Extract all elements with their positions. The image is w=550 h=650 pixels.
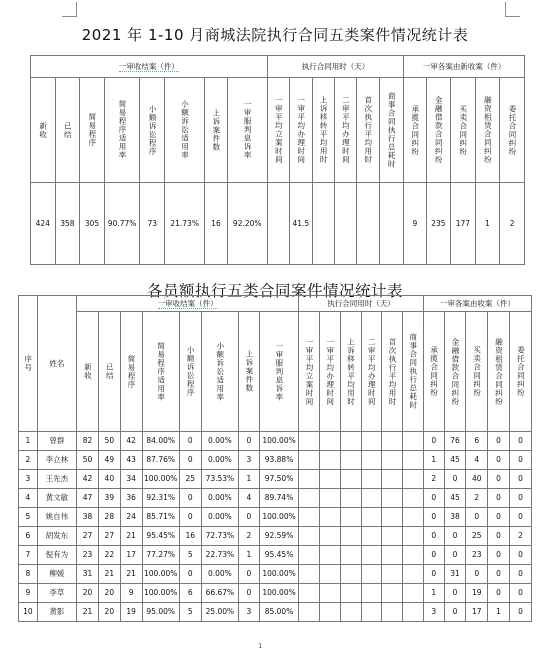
cell-small-rate: 72.73% bbox=[201, 527, 238, 546]
summary-avg-file bbox=[267, 183, 289, 265]
col-header-name: 姓名 bbox=[37, 296, 76, 432]
group-header-exec-time-2: 执行合同用时（天） bbox=[299, 296, 424, 312]
col-header-avg-first-exec: 首次执行平均用时 bbox=[357, 78, 379, 183]
cell-empty bbox=[299, 508, 320, 527]
cell-first-rate: 95.45% bbox=[259, 546, 298, 565]
table-row bbox=[19, 603, 532, 622]
cell-entrust: 0 bbox=[509, 508, 531, 527]
col-header-lease-2: 融资租赁合同纠纷 bbox=[488, 312, 510, 432]
cell-finance: 0 bbox=[444, 584, 466, 603]
col-header-avg-second: 二审平均办理时间 bbox=[334, 78, 356, 183]
cell-lease: 1 bbox=[488, 603, 510, 622]
cell-empty bbox=[382, 451, 403, 470]
cell-simple: 21 bbox=[120, 527, 142, 546]
cell-sale: 3 bbox=[423, 603, 444, 622]
cell-empty bbox=[361, 584, 382, 603]
cell-lease: 0 bbox=[488, 451, 510, 470]
group-header-exec-time: 执行合同用时（天） bbox=[267, 56, 403, 78]
cell-entrust: 0 bbox=[509, 451, 531, 470]
cell-name: 黄文敏 bbox=[37, 489, 76, 508]
cell-empty bbox=[320, 603, 341, 622]
col-header-avg-handle: 一审平均办理时间 bbox=[290, 78, 312, 183]
col-header-total-exec-2: 商事合同执行总耗时 bbox=[403, 312, 424, 432]
cell-sale: 0 bbox=[423, 546, 444, 565]
cell-empty bbox=[382, 546, 403, 565]
col-header-finance: 金融借款合同纠纷 bbox=[426, 78, 451, 183]
cell-empty bbox=[382, 527, 403, 546]
cell-appeal: 0 bbox=[239, 584, 260, 603]
summary-small-rate: 21.73% bbox=[165, 183, 205, 265]
cell-buy: 40 bbox=[466, 470, 488, 489]
cell-first-rate: 93.88% bbox=[259, 451, 298, 470]
cell-empty bbox=[361, 546, 382, 565]
col-header-first-rate: 一审服判息诉率 bbox=[227, 78, 267, 183]
cell-small-rate: 22.73% bbox=[201, 546, 238, 565]
cell-sale: 1 bbox=[423, 584, 444, 603]
cell-name: 倪有为 bbox=[37, 546, 76, 565]
cell-buy: 0 bbox=[466, 508, 488, 527]
cell-finance: 0 bbox=[444, 546, 466, 565]
cell-appeal: 3 bbox=[239, 603, 260, 622]
cell-buy: 6 bbox=[466, 432, 488, 451]
cell-appeal: 0 bbox=[239, 565, 260, 584]
cell-finance: 45 bbox=[444, 489, 466, 508]
cell-closed: 20 bbox=[98, 603, 120, 622]
col-header-avg-file: 一审平均立案时间 bbox=[267, 78, 289, 183]
cell-seq: 3 bbox=[19, 470, 38, 489]
cell-new: 38 bbox=[77, 508, 99, 527]
cell-appeal: 0 bbox=[239, 432, 260, 451]
cell-empty bbox=[320, 432, 341, 451]
col-header-appeal-2: 上诉案件数 bbox=[239, 312, 260, 432]
cell-small: 0 bbox=[179, 451, 201, 470]
cell-finance: 76 bbox=[444, 432, 466, 451]
cell-empty bbox=[299, 546, 320, 565]
cell-buy: 2 bbox=[466, 489, 488, 508]
cell-closed: 28 bbox=[98, 508, 120, 527]
cell-new: 42 bbox=[77, 470, 99, 489]
col-header-appeal: 上诉案件数 bbox=[205, 78, 227, 183]
cell-empty bbox=[361, 565, 382, 584]
cell-empty bbox=[299, 603, 320, 622]
cell-simple-rate: 85.71% bbox=[142, 508, 179, 527]
col-header-lease: 融资租赁合同纠纷 bbox=[475, 78, 500, 183]
court-summary-table bbox=[30, 55, 525, 265]
cell-simple-rate: 77.27% bbox=[142, 546, 179, 565]
cell-simple: 24 bbox=[120, 508, 142, 527]
col-header-new-2: 新收 bbox=[77, 312, 99, 432]
cell-new: 27 bbox=[77, 527, 99, 546]
cell-empty bbox=[382, 489, 403, 508]
cell-new: 21 bbox=[77, 603, 99, 622]
cell-empty bbox=[299, 470, 320, 489]
col-header-simple-rate: 简易程序适用率 bbox=[104, 78, 140, 183]
table-row bbox=[19, 565, 532, 584]
cell-new: 23 bbox=[77, 546, 99, 565]
cell-empty bbox=[340, 508, 361, 527]
cell-empty bbox=[340, 432, 361, 451]
cell-buy: 0 bbox=[466, 565, 488, 584]
cell-simple: 42 bbox=[120, 432, 142, 451]
table-row bbox=[19, 432, 532, 451]
cell-finance: 45 bbox=[444, 451, 466, 470]
col-header-sale-2: 承揽合同纠纷 bbox=[423, 312, 444, 432]
cell-closed: 27 bbox=[98, 527, 120, 546]
cell-small: 16 bbox=[179, 527, 201, 546]
cell-name: 曾群 bbox=[37, 432, 76, 451]
cell-empty bbox=[403, 565, 424, 584]
group-header-case-counts: 一审收结案（件） bbox=[31, 56, 268, 78]
cell-empty bbox=[340, 546, 361, 565]
table-row bbox=[19, 508, 532, 527]
cell-closed: 21 bbox=[98, 565, 120, 584]
col-header-avg-handle-2: 一审平均办理时间 bbox=[320, 312, 341, 432]
cell-buy: 17 bbox=[466, 603, 488, 622]
table-row bbox=[19, 584, 532, 603]
cell-first-rate: 100.00% bbox=[259, 508, 298, 527]
page-mark: 1 bbox=[258, 642, 263, 650]
summary-sale: 9 bbox=[404, 183, 426, 265]
cell-first-rate: 100.00% bbox=[259, 432, 298, 451]
cell-buy: 4 bbox=[466, 451, 488, 470]
cell-entrust: 0 bbox=[509, 470, 531, 489]
cell-empty bbox=[403, 603, 424, 622]
cell-lease: 0 bbox=[488, 508, 510, 527]
summary-entrust: 2 bbox=[500, 183, 525, 265]
cell-finance: 0 bbox=[444, 527, 466, 546]
col-header-small: 小额诉讼程序 bbox=[140, 78, 165, 183]
cell-new: 31 bbox=[77, 565, 99, 584]
cell-name: 李立林 bbox=[37, 451, 76, 470]
summary-closed: 358 bbox=[55, 183, 80, 265]
cell-small: 25 bbox=[179, 470, 201, 489]
cell-small: 0 bbox=[179, 565, 201, 584]
group-header-case-types-2: 一审各案由收案（件） bbox=[423, 296, 531, 312]
cell-simple: 43 bbox=[120, 451, 142, 470]
cell-name: 柳媛 bbox=[37, 565, 76, 584]
cell-empty bbox=[403, 508, 424, 527]
group-header-case-types: 一审各案由新收案（件） bbox=[404, 56, 525, 78]
cell-small: 6 bbox=[179, 584, 201, 603]
table-row bbox=[19, 527, 532, 546]
cell-simple: 34 bbox=[120, 470, 142, 489]
cell-empty bbox=[403, 584, 424, 603]
cell-small-rate: 73.53% bbox=[201, 470, 238, 489]
col-header-avg-appeal-transfer-2: 上诉移转平均用时 bbox=[340, 312, 361, 432]
col-header-small-rate-2: 小额诉讼适用率 bbox=[201, 312, 238, 432]
cell-empty bbox=[340, 603, 361, 622]
col-header-closed-2: 已结 bbox=[98, 312, 120, 432]
cell-empty bbox=[340, 470, 361, 489]
cell-simple: 36 bbox=[120, 489, 142, 508]
main-table-title: 2021 年 1-10 月商城法院执行合同五类案件情况统计表 bbox=[81, 26, 469, 44]
cell-empty bbox=[361, 508, 382, 527]
judge-rows bbox=[19, 432, 532, 622]
cell-lease: 0 bbox=[488, 470, 510, 489]
cell-name: 姚自伟 bbox=[37, 508, 76, 527]
cell-simple: 9 bbox=[120, 584, 142, 603]
cell-appeal: 3 bbox=[239, 451, 260, 470]
cell-empty bbox=[382, 603, 403, 622]
cell-closed: 50 bbox=[98, 432, 120, 451]
cell-small-rate: 25.00% bbox=[201, 603, 238, 622]
cell-seq: 4 bbox=[19, 489, 38, 508]
cell-seq: 6 bbox=[19, 527, 38, 546]
cell-buy: 19 bbox=[466, 584, 488, 603]
col-header-small-rate: 小额诉讼适用率 bbox=[165, 78, 205, 183]
cell-first-rate: 100.00% bbox=[259, 584, 298, 603]
cell-entrust: 0 bbox=[509, 565, 531, 584]
cell-sale: 1 bbox=[423, 451, 444, 470]
cell-simple-rate: 84.00% bbox=[142, 432, 179, 451]
cell-entrust: 0 bbox=[509, 489, 531, 508]
cell-empty bbox=[382, 470, 403, 489]
summary-buy: 177 bbox=[451, 183, 476, 265]
cell-appeal: 1 bbox=[239, 470, 260, 489]
col-header-simple: 简易程序 bbox=[80, 78, 105, 183]
col-header-buy: 买卖合同纠纷 bbox=[451, 78, 476, 183]
cell-entrust: 2 bbox=[509, 527, 531, 546]
col-header-sale: 承揽合同纠纷 bbox=[404, 78, 426, 183]
cell-small-rate: 0.00% bbox=[201, 489, 238, 508]
cell-empty bbox=[361, 432, 382, 451]
col-header-simple-2: 简易程序 bbox=[120, 312, 142, 432]
cell-empty bbox=[403, 489, 424, 508]
cell-lease: 0 bbox=[488, 546, 510, 565]
cell-lease: 0 bbox=[488, 565, 510, 584]
cell-empty bbox=[299, 432, 320, 451]
cell-buy: 25 bbox=[466, 527, 488, 546]
summary-first-rate: 92.20% bbox=[227, 183, 267, 265]
cell-finance: 0 bbox=[444, 470, 466, 489]
col-header-avg-file-2: 一审平均立案时间 bbox=[299, 312, 320, 432]
cell-seq: 5 bbox=[19, 508, 38, 527]
cell-closed: 20 bbox=[98, 584, 120, 603]
col-header-total-exec: 商事合同执行总耗时 bbox=[379, 78, 404, 183]
cell-empty bbox=[320, 489, 341, 508]
cell-appeal: 2 bbox=[239, 527, 260, 546]
summary-small: 73 bbox=[140, 183, 165, 265]
cell-seq: 9 bbox=[19, 584, 38, 603]
summary-total-exec bbox=[379, 183, 404, 265]
cell-seq: 7 bbox=[19, 546, 38, 565]
cell-empty bbox=[361, 489, 382, 508]
cell-small-rate: 0.00% bbox=[201, 451, 238, 470]
cell-closed: 40 bbox=[98, 470, 120, 489]
table-row bbox=[19, 451, 532, 470]
cell-empty bbox=[299, 565, 320, 584]
cell-name: 胡发东 bbox=[37, 527, 76, 546]
cell-small: 0 bbox=[179, 508, 201, 527]
cell-empty bbox=[361, 603, 382, 622]
col-header-first-rate-2: 一审服判息诉率 bbox=[259, 312, 298, 432]
cell-empty bbox=[340, 451, 361, 470]
cell-first-rate: 92.59% bbox=[259, 527, 298, 546]
cell-lease: 0 bbox=[488, 527, 510, 546]
col-header-entrust-2: 委托合同纠纷 bbox=[509, 312, 531, 432]
cell-name: 黄影 bbox=[37, 603, 76, 622]
summary-simple-rate: 90.77% bbox=[104, 183, 140, 265]
cell-lease: 0 bbox=[488, 489, 510, 508]
cell-sale: 2 bbox=[423, 470, 444, 489]
cell-empty bbox=[361, 527, 382, 546]
cell-seq: 2 bbox=[19, 451, 38, 470]
cell-empty bbox=[403, 432, 424, 451]
cell-simple-rate: 100.00% bbox=[142, 584, 179, 603]
cell-empty bbox=[320, 546, 341, 565]
cell-sale: 0 bbox=[423, 432, 444, 451]
cell-empty bbox=[382, 508, 403, 527]
col-header-finance-2: 金融借款合同纠纷 bbox=[444, 312, 466, 432]
table-row bbox=[19, 546, 532, 565]
cell-small-rate: 66.67% bbox=[201, 584, 238, 603]
cell-simple-rate: 100.00% bbox=[142, 565, 179, 584]
cell-name: 李草 bbox=[37, 584, 76, 603]
cell-simple-rate: 95.45% bbox=[142, 527, 179, 546]
cell-empty bbox=[403, 451, 424, 470]
cell-sale: 0 bbox=[423, 527, 444, 546]
cell-empty bbox=[382, 432, 403, 451]
cell-empty bbox=[382, 565, 403, 584]
cell-entrust: 0 bbox=[509, 584, 531, 603]
table-row bbox=[19, 489, 532, 508]
judge-table-title: 各员额执行五类合同案件情况统计表 bbox=[146, 282, 403, 300]
cell-empty bbox=[320, 451, 341, 470]
summary-avg-second bbox=[334, 183, 356, 265]
cell-empty bbox=[320, 508, 341, 527]
cell-simple-rate: 95.00% bbox=[142, 603, 179, 622]
cell-simple-rate: 100.00% bbox=[142, 470, 179, 489]
col-header-closed: 已结 bbox=[55, 78, 80, 183]
cell-entrust: 0 bbox=[509, 546, 531, 565]
cell-simple-rate: 92.31% bbox=[142, 489, 179, 508]
cell-lease: 0 bbox=[488, 432, 510, 451]
cell-empty bbox=[299, 584, 320, 603]
summary-appeal: 16 bbox=[205, 183, 227, 265]
cell-finance: 38 bbox=[444, 508, 466, 527]
cell-closed: 39 bbox=[98, 489, 120, 508]
cell-empty bbox=[299, 489, 320, 508]
cell-empty bbox=[403, 546, 424, 565]
cell-empty bbox=[340, 527, 361, 546]
summary-finance: 235 bbox=[426, 183, 451, 265]
cell-simple: 19 bbox=[120, 603, 142, 622]
cell-finance: 0 bbox=[444, 603, 466, 622]
col-header-entrust: 委托合同纠纷 bbox=[500, 78, 525, 183]
cell-new: 47 bbox=[77, 489, 99, 508]
col-header-seq: 序号 bbox=[19, 296, 38, 432]
cell-entrust: 0 bbox=[509, 603, 531, 622]
cell-seq: 1 bbox=[19, 432, 38, 451]
cell-first-rate: 89.74% bbox=[259, 489, 298, 508]
cell-empty bbox=[403, 527, 424, 546]
cell-new: 20 bbox=[77, 584, 99, 603]
col-header-simple-rate-2: 简易程序适用率 bbox=[142, 312, 179, 432]
table-row bbox=[19, 470, 532, 489]
cell-new: 82 bbox=[77, 432, 99, 451]
cell-empty bbox=[299, 527, 320, 546]
cell-empty bbox=[361, 470, 382, 489]
cell-appeal: 4 bbox=[239, 489, 260, 508]
cell-appeal: 1 bbox=[239, 546, 260, 565]
cell-empty bbox=[320, 565, 341, 584]
cell-entrust: 0 bbox=[509, 432, 531, 451]
col-header-avg-first-exec-2: 首次执行平均用时 bbox=[382, 312, 403, 432]
cell-small: 5 bbox=[179, 546, 201, 565]
cell-simple-rate: 87.76% bbox=[142, 451, 179, 470]
judge-detail-table bbox=[18, 295, 532, 622]
summary-avg-handle: 41.5 bbox=[290, 183, 312, 265]
cell-small-rate: 0.00% bbox=[201, 565, 238, 584]
group-header-case-counts-2: 一审收结案（件） bbox=[77, 296, 299, 312]
cell-small: 0 bbox=[179, 489, 201, 508]
cell-sale: 0 bbox=[423, 565, 444, 584]
summary-lease: 1 bbox=[475, 183, 500, 265]
crop-mark-top-left bbox=[62, 2, 77, 17]
cell-first-rate: 100.00% bbox=[259, 565, 298, 584]
summary-row bbox=[31, 183, 525, 265]
col-header-avg-appeal-transfer: 上诉移转平均用时 bbox=[312, 78, 334, 183]
cell-empty bbox=[299, 451, 320, 470]
summary-new: 424 bbox=[31, 183, 56, 265]
cell-new: 50 bbox=[77, 451, 99, 470]
cell-small: 0 bbox=[179, 432, 201, 451]
cell-seq: 8 bbox=[19, 565, 38, 584]
cell-first-rate: 97.50% bbox=[259, 470, 298, 489]
cell-empty bbox=[382, 584, 403, 603]
summary-simple: 305 bbox=[80, 183, 105, 265]
cell-empty bbox=[320, 584, 341, 603]
cell-sale: 0 bbox=[423, 508, 444, 527]
col-header-new: 新收 bbox=[31, 78, 56, 183]
cell-empty bbox=[361, 451, 382, 470]
cell-closed: 49 bbox=[98, 451, 120, 470]
cell-empty bbox=[340, 565, 361, 584]
cell-empty bbox=[403, 470, 424, 489]
cell-small: 5 bbox=[179, 603, 201, 622]
cell-appeal: 0 bbox=[239, 508, 260, 527]
cell-lease: 0 bbox=[488, 584, 510, 603]
cell-small-rate: 0.00% bbox=[201, 432, 238, 451]
cell-first-rate: 85.00% bbox=[259, 603, 298, 622]
crop-mark-top-right bbox=[505, 2, 520, 17]
cell-closed: 22 bbox=[98, 546, 120, 565]
cell-buy: 23 bbox=[466, 546, 488, 565]
cell-seq: 10 bbox=[19, 603, 38, 622]
col-header-avg-second-2: 二审平均办理时间 bbox=[361, 312, 382, 432]
col-header-buy-2: 买卖合同纠纷 bbox=[466, 312, 488, 432]
cell-empty bbox=[340, 489, 361, 508]
cell-simple: 17 bbox=[120, 546, 142, 565]
summary-avg-appeal-transfer bbox=[312, 183, 334, 265]
cell-empty bbox=[320, 470, 341, 489]
cell-finance: 31 bbox=[444, 565, 466, 584]
cell-simple: 21 bbox=[120, 565, 142, 584]
cell-small-rate: 0.00% bbox=[201, 508, 238, 527]
summary-avg-first-exec bbox=[357, 183, 379, 265]
col-header-small-2: 小额诉讼程序 bbox=[179, 312, 201, 432]
cell-sale: 0 bbox=[423, 489, 444, 508]
cell-empty bbox=[320, 527, 341, 546]
cell-name: 王先杰 bbox=[37, 470, 76, 489]
cell-empty bbox=[340, 584, 361, 603]
